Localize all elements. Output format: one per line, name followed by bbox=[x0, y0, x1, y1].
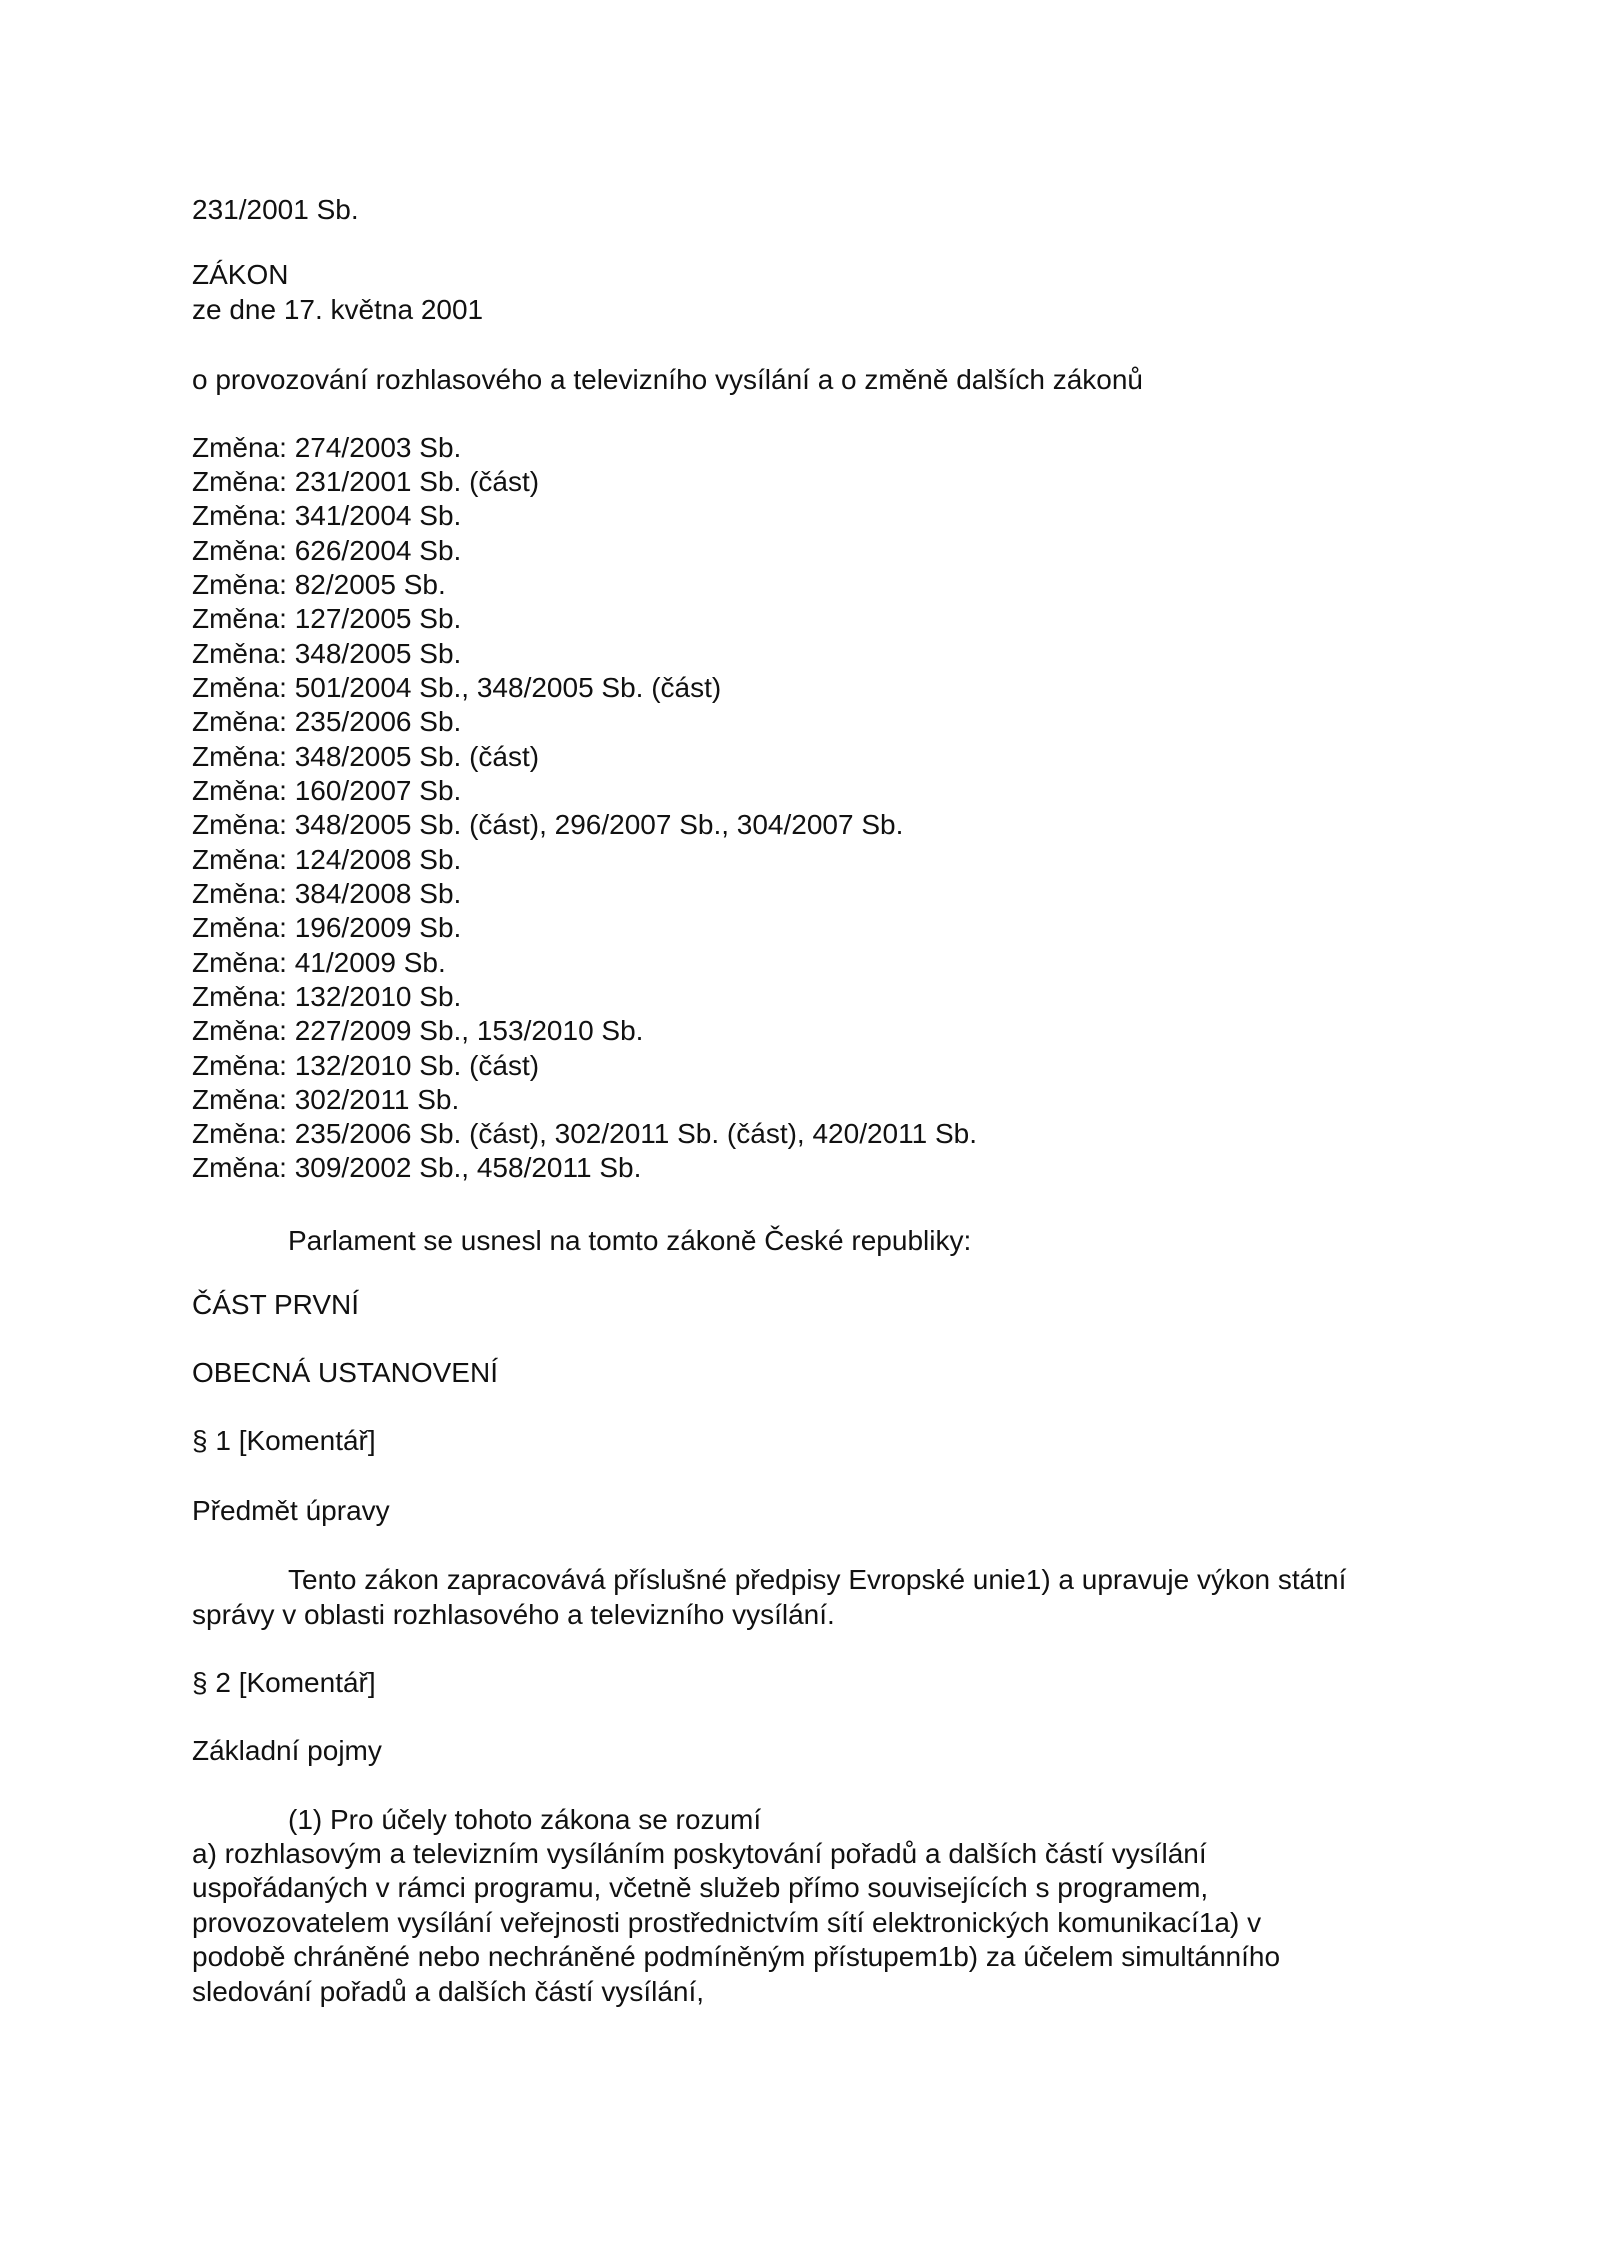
amendment-item: Změna: 384/2008 Sb. bbox=[192, 878, 462, 909]
section-1-title: Předmět úpravy bbox=[192, 1495, 390, 1526]
section-2-heading: § 2 [Komentář] bbox=[192, 1667, 376, 1698]
section-2-text: sledování pořadů a dalších částí vysílání, bbox=[192, 1976, 705, 2007]
amendment-item: Změna: 124/2008 Sb. bbox=[192, 844, 462, 875]
amendment-item: Změna: 348/2005 Sb. bbox=[192, 638, 462, 669]
amendment-item: Změna: 348/2005 Sb. (část) bbox=[192, 741, 540, 772]
amendment-item: Změna: 341/2004 Sb. bbox=[192, 500, 462, 531]
section-2-intro: (1) Pro účely tohoto zákona se rozumí bbox=[288, 1804, 762, 1835]
section-1-heading: § 1 [Komentář] bbox=[192, 1425, 376, 1456]
section-1-text: správy v oblasti rozhlasového a televizního vysílání. bbox=[192, 1599, 835, 1630]
amendment-item: Změna: 196/2009 Sb. bbox=[192, 912, 462, 943]
document-number: 231/2001 Sb. bbox=[192, 194, 359, 225]
amendment-item: Změna: 231/2001 Sb. (část) bbox=[192, 466, 540, 497]
amendment-item: Změna: 227/2009 Sb., 153/2010 Sb. bbox=[192, 1015, 644, 1046]
document-date: ze dne 17. května 2001 bbox=[192, 294, 484, 325]
amendment-item: Změna: 309/2002 Sb., 458/2011 Sb. bbox=[192, 1152, 642, 1183]
part-title: OBECNÁ USTANOVENÍ bbox=[192, 1357, 498, 1388]
amendment-item: Změna: 160/2007 Sb. bbox=[192, 775, 462, 806]
section-2-text: podobě chráněné nebo nechráněné podmíněným přístupem1b) za účelem simultánního bbox=[192, 1941, 1281, 1972]
section-2-text: a) rozhlasovým a televizním vysíláním poskytování pořadů a dalších částí vysílání bbox=[192, 1838, 1207, 1869]
document-subject: o provozování rozhlasového a televizního vysílání a o změně dalších zákonů bbox=[192, 364, 1144, 395]
amendment-item: Změna: 127/2005 Sb. bbox=[192, 603, 462, 634]
section-2-text: provozovatelem vysílání veřejnosti prostřednictvím sítí elektronických komunikací1a) v bbox=[192, 1907, 1262, 1938]
amendment-item: Změna: 626/2004 Sb. bbox=[192, 535, 462, 566]
amendment-item: Změna: 82/2005 Sb. bbox=[192, 569, 446, 600]
part-heading: ČÁST PRVNÍ bbox=[192, 1289, 360, 1320]
amendment-item: Změna: 132/2010 Sb. bbox=[192, 981, 462, 1012]
preamble: Parlament se usnesl na tomto zákoně České republiky: bbox=[288, 1225, 972, 1256]
amendment-item: Změna: 501/2004 Sb., 348/2005 Sb. (část) bbox=[192, 672, 722, 703]
amendment-item: Změna: 348/2005 Sb. (část), 296/2007 Sb., 304/2007 Sb. bbox=[192, 809, 904, 840]
section-2-text: uspořádaných v rámci programu, včetně služeb přímo souvisejících s programem, bbox=[192, 1872, 1209, 1903]
amendment-item: Změna: 302/2011 Sb. bbox=[192, 1084, 460, 1115]
section-2-title: Základní pojmy bbox=[192, 1735, 382, 1766]
amendment-item: Změna: 41/2009 Sb. bbox=[192, 947, 446, 978]
section-1-text: Tento zákon zapracovává příslušné předpisy Evropské unie1) a upravuje výkon státní bbox=[288, 1564, 1347, 1595]
amendment-item: Změna: 235/2006 Sb. (část), 302/2011 Sb. (část), 420/2011 Sb. bbox=[192, 1118, 977, 1149]
amendment-item: Změna: 274/2003 Sb. bbox=[192, 432, 462, 463]
amendment-item: Změna: 235/2006 Sb. bbox=[192, 706, 462, 737]
amendment-item: Změna: 132/2010 Sb. (část) bbox=[192, 1050, 540, 1081]
document-title: ZÁKON bbox=[192, 259, 289, 290]
